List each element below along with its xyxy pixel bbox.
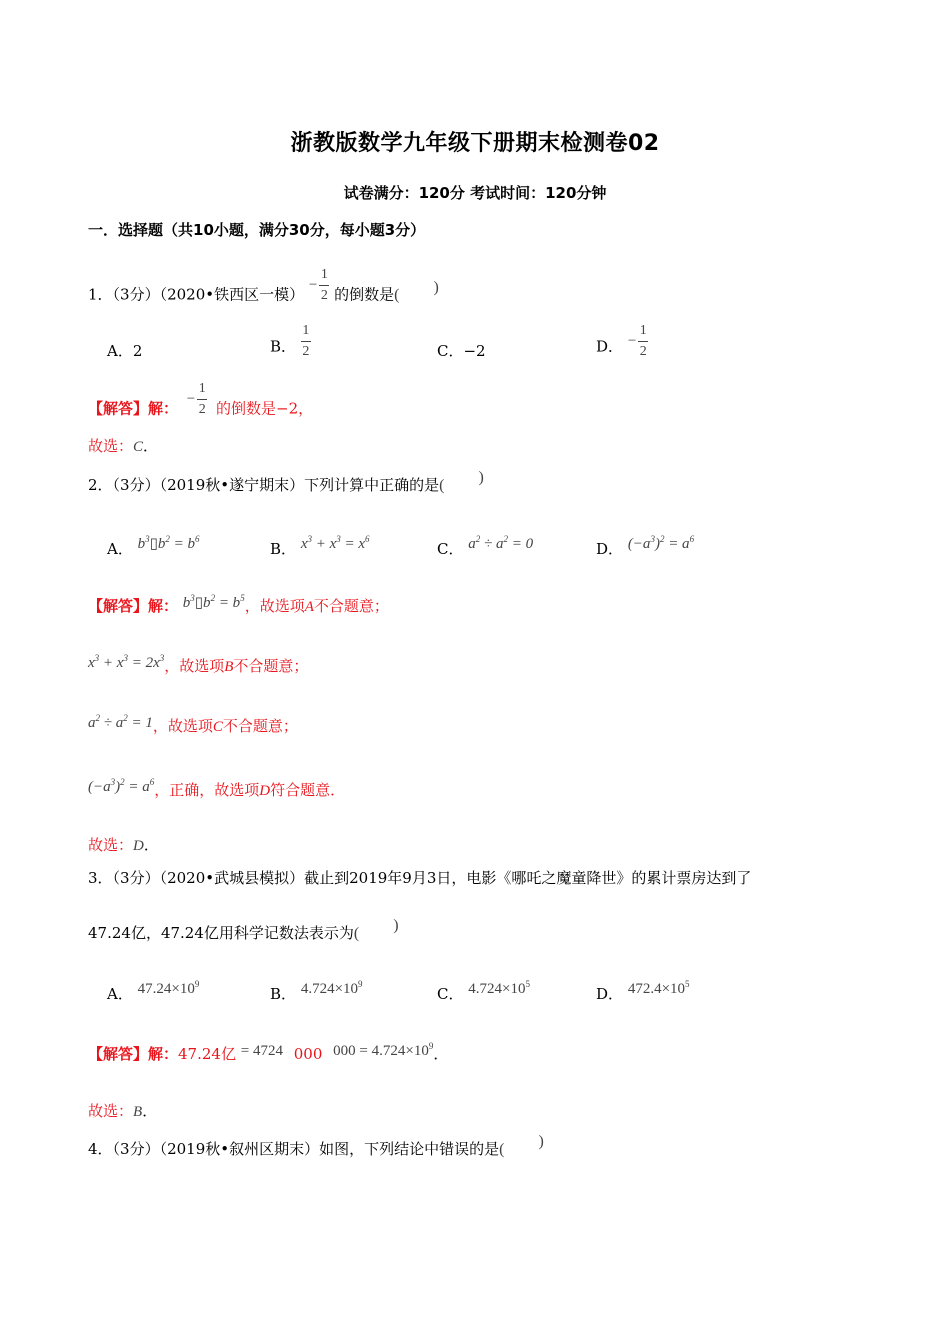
q2-answer-line-4 (88, 779, 345, 800)
choice-suffix: ． (143, 437, 159, 455)
q4-stem-text: 4．（3分）（2019秋•叙州区期末）如图，下列结论中错误的是 (88, 1140, 500, 1158)
q3-option-c (437, 979, 530, 1004)
q2-paren-close: ) (478, 469, 484, 486)
exam-info: 试卷满分：120分 考试时间：120分钟 (343, 184, 607, 202)
q2-d-expr: $(-a^3)^2 = a^6$ (627, 534, 695, 552)
choice-suffix: ． (142, 1102, 158, 1120)
q4-paren-open: ( (499, 1141, 505, 1158)
frac-den: 2 (198, 402, 206, 417)
q3-option-a (107, 979, 200, 1004)
choice-suffix: ． (143, 836, 159, 854)
option-label: B． (270, 337, 297, 356)
q2-stem-text: 2．（3分）（2019秋•遂宁期末）下列计算中正确的是 (88, 476, 440, 494)
answer-tag: 【解答】解： (88, 399, 179, 418)
q1-suffix: 的倒数是 (334, 285, 395, 304)
q2-ans-expr-1: $b^3▯b^2 = b^5$ (182, 593, 245, 611)
q2-option-d (596, 534, 695, 559)
question-2-stem (88, 469, 484, 495)
option-label: B． (270, 540, 297, 558)
option-label: C． (437, 985, 464, 1003)
option-ref: C (212, 719, 223, 735)
answer-text: ，故选项 (164, 657, 225, 675)
q2-answer-line-2 (88, 655, 308, 676)
section-heading: 一．选择题（共10小题，满分30分，每小题3分） (88, 221, 426, 239)
option-ref: A (304, 599, 314, 615)
frac-num: 1 (320, 267, 328, 282)
expr-exp: 5 (685, 979, 690, 989)
answer-text: 不合题意； (222, 717, 298, 735)
page-title: 浙教版数学九年级下册期末检测卷02 (290, 131, 660, 156)
option-label: A． (107, 985, 133, 1003)
answer-text: ，故选项 (244, 597, 305, 615)
answer-math: = 4724 (240, 1043, 283, 1059)
choice-prefix: 故选： (88, 437, 134, 455)
q3-option-d (596, 979, 690, 1004)
q1-paren-open: ( (394, 286, 400, 304)
question-4-stem (88, 1133, 544, 1159)
q3-b-expr (301, 981, 363, 997)
q1-option-d (596, 323, 648, 365)
option-ref: B (224, 659, 234, 675)
neg-sign: − (627, 333, 637, 349)
question-3-stem-line-1: 3．（3分）（2020•武城县模拟）截止到2019年9月3日，电影《哪吒之魔童降世》的累计票房达到了 (88, 869, 752, 887)
frac-den: 2 (320, 288, 328, 303)
q1-option-c: C．−2 (437, 342, 486, 360)
answer-math-base: 000 = 4.724×10 (333, 1043, 429, 1059)
q2-option-a (107, 534, 200, 559)
expr-exp: 9 (194, 979, 200, 989)
question-3-stem-line-2 (88, 917, 399, 943)
choice-prefix: 故选： (88, 836, 134, 854)
answer-text: 符合题意． (270, 781, 346, 799)
option-label: C． (437, 540, 464, 558)
option-ref: D (259, 783, 271, 799)
frac-den: 2 (639, 344, 647, 359)
answer-text: 不合题意； (233, 657, 309, 675)
q1-option-a: A．2 (107, 342, 143, 360)
expr-exp: 9 (358, 979, 363, 989)
answer-text: 不合题意； (313, 597, 389, 615)
option-label: B． (270, 985, 297, 1003)
answer-text: 000 (293, 1045, 323, 1063)
q2-answer-line-3 (88, 715, 298, 736)
q2-a-expr: $b^3▯b^2 = b^6$ (137, 534, 200, 552)
q3-paren-open: ( (353, 925, 360, 942)
answer-text: ，正确，故选项 (154, 781, 260, 799)
expr-base: 4.724×10 (468, 981, 526, 997)
q4-paren-close: ) (538, 1133, 544, 1150)
frac-den: 2 (302, 344, 310, 359)
choice-letter: B (133, 1104, 143, 1120)
neg-sign: − (186, 391, 196, 407)
q3-option-b (270, 979, 363, 1004)
q3-paren-close: ) (393, 917, 399, 934)
q3-choice (88, 1100, 157, 1121)
answer-text: 的倒数是−2， (216, 399, 314, 418)
q3-d-expr (628, 981, 690, 997)
q1-answer (88, 381, 314, 427)
question-1-stem (88, 267, 439, 313)
q2-ans-expr-2: $x^3 + x^3 = 2x^3$ (88, 653, 165, 671)
q1-neg-fraction (309, 268, 329, 303)
q3-stem-text: 47.24亿，47.24亿用科学记数法表示为 (88, 924, 354, 942)
q3-c-expr (468, 981, 530, 997)
answer-tag: 【解答】解： (88, 597, 179, 615)
expr-base: 472.4×10 (627, 981, 686, 997)
q2-answer-line-1 (88, 595, 389, 616)
q2-c-expr: $a^2 \div a^2 = 0$ (468, 534, 534, 552)
neg-sign: − (308, 277, 318, 293)
option-label: D． (596, 337, 624, 356)
choice-letter: C (133, 439, 144, 455)
expr-exp: 5 (525, 979, 530, 989)
answer-text: ，故选项 (152, 717, 213, 735)
q2-b-expr: $x^3 + x^3 = x^6$ (300, 534, 370, 552)
choice-letter: D (133, 838, 144, 854)
frac-num: 1 (198, 381, 206, 396)
q2-choice (88, 834, 159, 855)
option-label: A． (107, 540, 133, 558)
q1-prefix: 1．（3分）（2020•铁西区一模） (88, 285, 305, 304)
q2-option-c (437, 534, 534, 559)
answer-math (333, 1043, 433, 1059)
answer-end: ． (433, 1045, 449, 1063)
expr-base: 47.24×10 (137, 981, 195, 997)
answer-text: 47.24亿 (178, 1045, 236, 1063)
q2-ans-expr-3: $a^2 \div a^2 = 1$ (88, 713, 153, 731)
option-label: D． (596, 540, 624, 558)
q1-choice (88, 435, 158, 456)
answer-tag: 【解答】解： (88, 1045, 179, 1063)
q3-a-expr (138, 981, 200, 997)
option-label: D． (596, 985, 624, 1003)
q3-answer (88, 1043, 448, 1064)
frac-num: 1 (302, 323, 310, 338)
expr-base: 4.724×10 (300, 981, 359, 997)
frac-num: 1 (639, 323, 647, 338)
answer-math-exp: 9 (428, 1041, 434, 1051)
choice-prefix: 故选： (88, 1102, 134, 1120)
q1-paren-close: ) (433, 278, 439, 296)
q2-paren-open: ( (439, 477, 445, 494)
q1-option-b (270, 323, 311, 365)
q2-ans-expr-4: $(-a^3)^2 = a^6$ (88, 777, 155, 795)
q2-option-b (270, 534, 370, 559)
